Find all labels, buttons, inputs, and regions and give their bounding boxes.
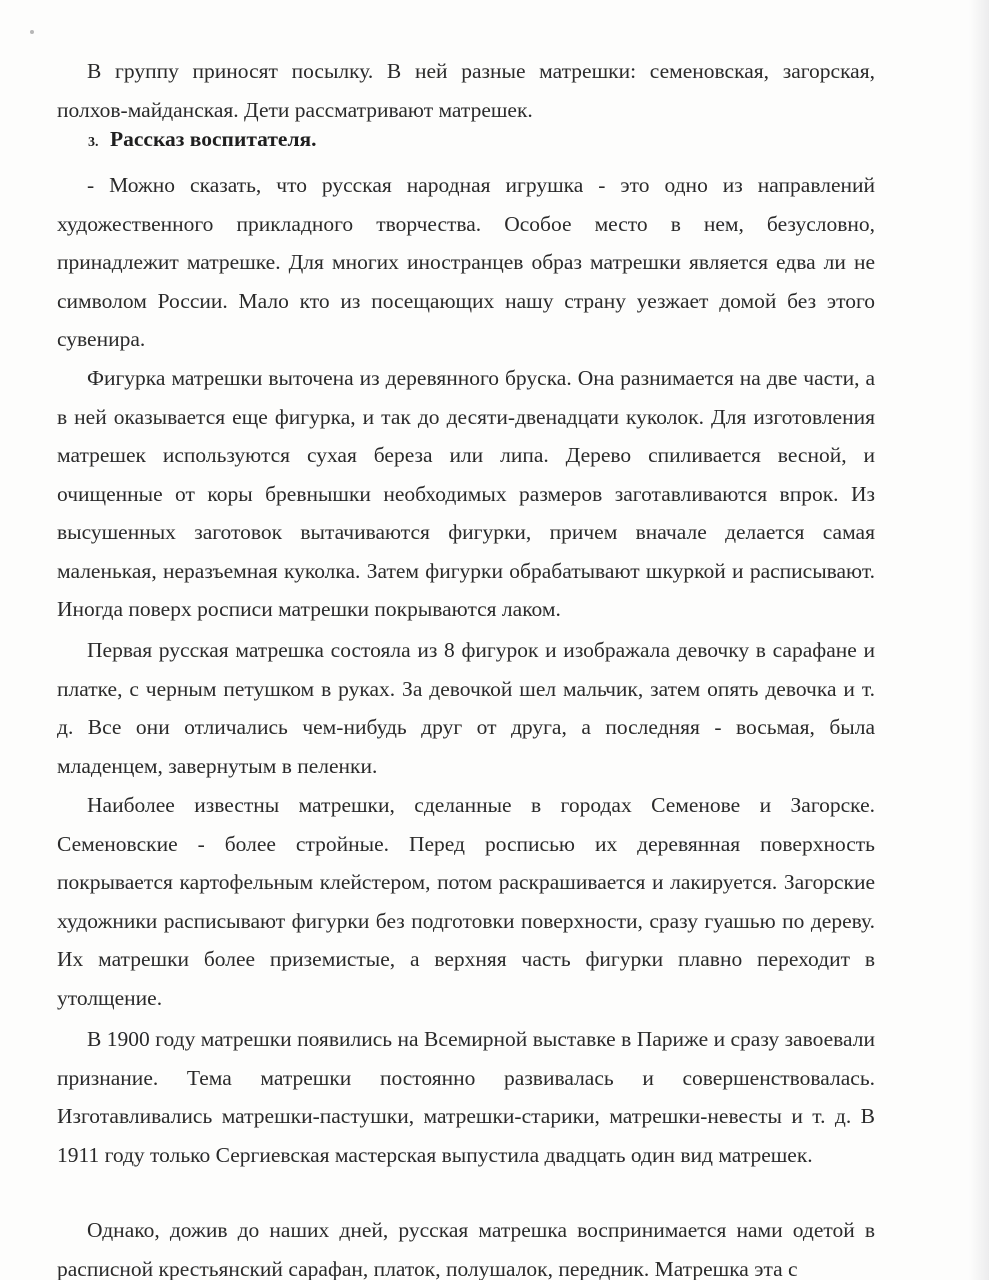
scan-speck xyxy=(30,30,34,34)
paragraph-4: Наиболее известны матрешки, сделанные в городах Семенове и Загорске. Семеновские - более стройные. Перед росписью их деревянная поверхность покрывается картофельным клейстером, потом раскрашивается и лакируется. Загорские художники расписывают фигурки без подготовки поверхности, сразу гуашью по дереву. Их матрешки более приземистые, а верхняя часть фигурки плавно переходит в утолщение. xyxy=(57,793,875,1010)
paragraph-5: В 1900 году матрешки появились на Всемирной выставке в Париже и сразу завоевали признание. Тема матрешки постоянно развивалась и совершенствовалась. Изготавливались матрешки-пастушки, матрешки-старики, матрешки-невесты и т. д. В 1911 году только Сергиевская мастерская выпустила двадцать один вид матрешек. xyxy=(57,1027,875,1167)
paragraph-2: Фигурка матрешки выточена из деревянного бруска. Она разнимается на две части, а в ней оказывается еще фигурка, и так до десяти-двенадцати куколок. Для изготовления матрешек используются сухая береза или липа. Дерево спиливается весной, и очищенные от коры бревнышки необходимых размеров заготавливаются впрок. Из высушенных заготовок вытачиваются фигурки, причем вначале делается самая маленькая, неразъемная куколка. Затем фигурки обрабатывают шкуркой и расписывают. Иногда поверх росписи матрешки покрываются лаком. xyxy=(57,366,875,621)
section-number: 3. xyxy=(88,135,99,150)
section-title: Рассказ воспитателя. xyxy=(110,127,317,151)
paragraph-1: - Можно сказать, что русская народная игрушка - это одно из направлений художественного прикладного творчества. Особое место в нем, безусловно, принадлежит матрешке. Для многих иностранцев образ матрешки является едва ли не символом России. Мало кто из посещающих нашу страну уезжает домой без этого сувенира. xyxy=(57,173,875,351)
intro-paragraph: В группу приносят посылку. В ней разные матрешки: семеновская, загорская, полхов-майданская. Дети рассматривают матрешек. xyxy=(57,59,875,122)
scan-edge-shadow xyxy=(969,0,989,1280)
section-heading xyxy=(57,120,875,163)
paragraph-3: Первая русская матрешка состояла из 8 фигурок и изображала девочку в сарафане и платке, с черным петушком в руках. За девочкой шел мальчик, затем опять девочка и т. д. Все они отличались чем-нибудь друг от друга, а последняя - восьмая, была младенцем, завернутым в пеленки. xyxy=(57,638,875,778)
paragraph-6: Однако, дожив до наших дней, русская матрешка воспринимается нами одетой в расписной крестьянский сарафан, платок, полушалок, передник. Матрешка эта с xyxy=(57,1218,875,1280)
